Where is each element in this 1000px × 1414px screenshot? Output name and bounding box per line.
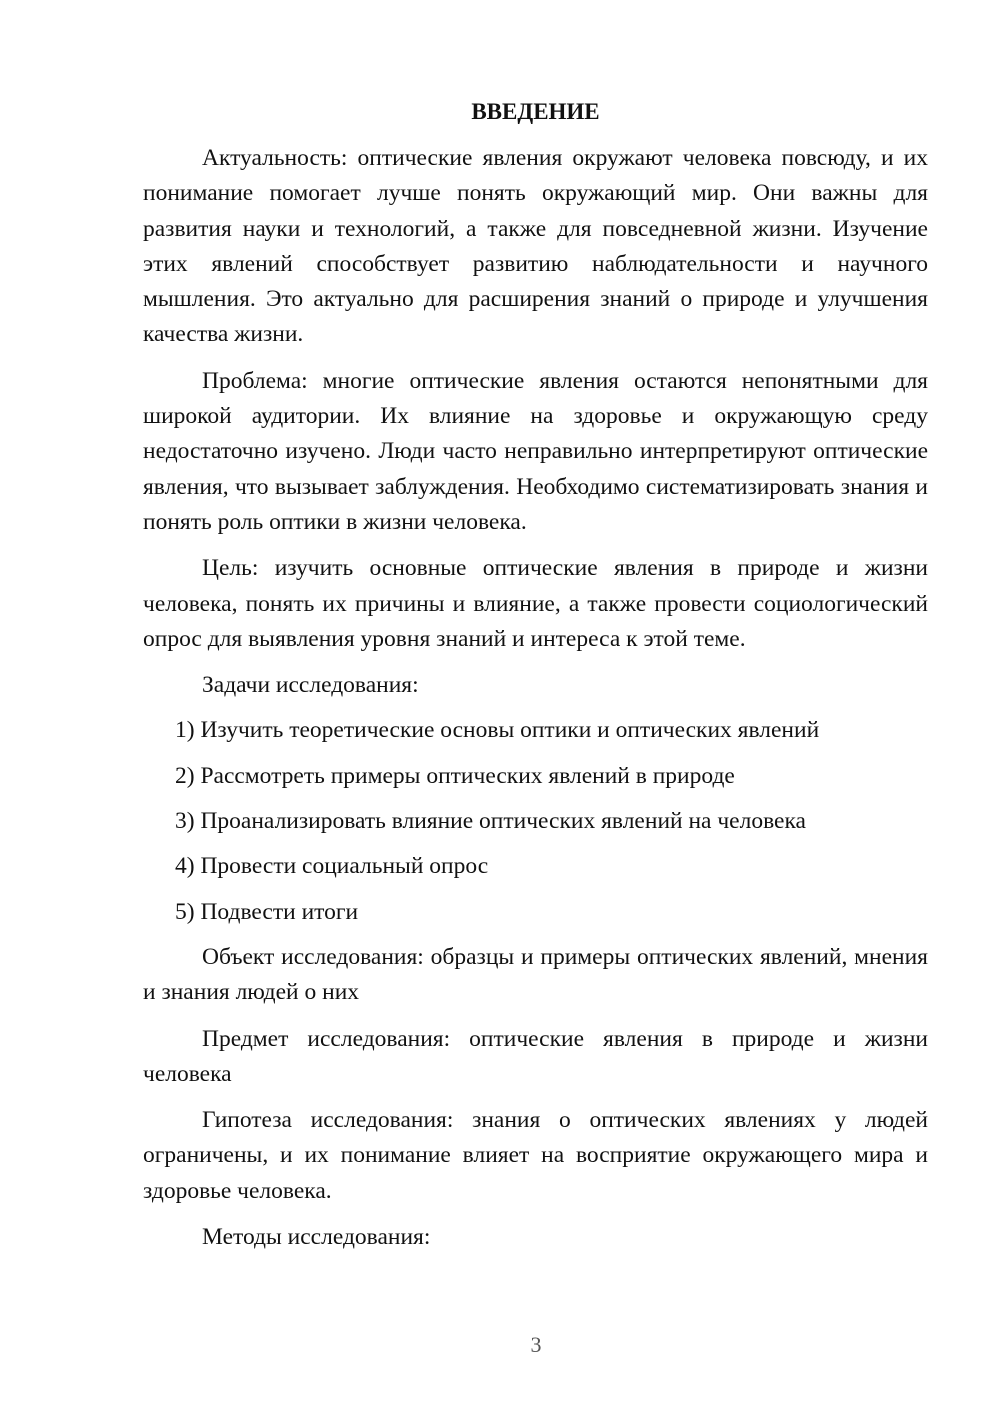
list-item: 5) Подвести итоги xyxy=(175,898,359,925)
paragraph-hypothesis: Гипотеза исследования: знания о оптических явлениях у людей ограничены, и их понимание влияет на восприятие окружающего мира и здоровье человека. xyxy=(143,1107,928,1204)
methods-heading: Методы исследования: xyxy=(202,1224,431,1251)
page-number: 3 xyxy=(530,1332,542,1357)
document-page xyxy=(143,94,928,1266)
page-title: ВВЕДЕНИЕ xyxy=(471,99,600,124)
paragraph-goal: Цель: изучить основные оптические явления в природе и жизни человека, понять их причины и влияние, а также провести социологический опрос для выявления уровня знаний и интереса к этой теме. xyxy=(143,555,928,652)
tasks-list xyxy=(143,713,928,929)
paragraph-object: Объект исследования: образцы и примеры оптических явлений, мнения и знания людей о них xyxy=(143,943,928,1006)
list-item: 2) Рассмотреть примеры оптических явлений в природе xyxy=(175,762,735,789)
list-item: 1) Изучить теоретические основы оптики и оптических явлений xyxy=(175,717,820,744)
paragraph-problem: Проблема: многие оптические явления остаются непонятными для широкой аудитории. Их влияние на здоровье и окружающую среду недостаточно изучено. Люди часто неправильно интерпретируют оптические явления, что вызывает заблуждения. Необходимо систематизировать знания и понять роль оптики в жизни человека. xyxy=(143,367,928,535)
tasks-heading: Задачи исследования: xyxy=(202,672,419,699)
list-item: 4) Провести социальный опрос xyxy=(175,853,489,880)
paragraph-subject: Предмет исследования: оптические явления в природе и жизни человека xyxy=(143,1025,928,1087)
paragraph-relevance: Актуальность: оптические явления окружают человека повсюду, и их понимание помогает лучше понять окружающий мир. Они важны для развития науки и технологий, а также для повседневной жизни. Изучение этих явлений способствует развитию наблюдательности и научного мышления. Это актуально для расширения знаний о природе и улучшения качества жизни. xyxy=(143,145,928,348)
list-item: 3) Проанализировать влияние оптических явлений на человека xyxy=(175,808,806,835)
